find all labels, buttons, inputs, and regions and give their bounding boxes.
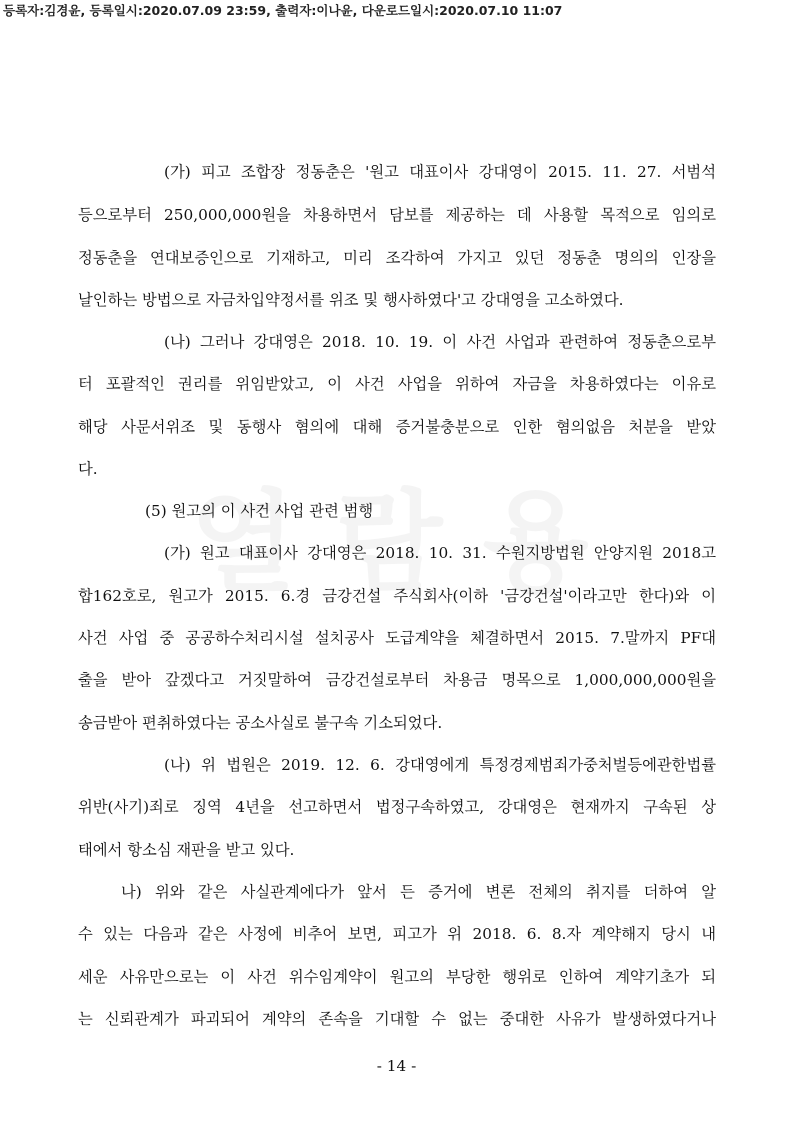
text-line: (가) 피고 조합장 정동춘은 '원고 대표이사 강대영이 2015. 11. 27. 서범석 — [164, 163, 716, 181]
text-line: 날인하는 방법으로 자금차입약정서를 위조 및 행사하였다'고 강대영을 고소하였다. — [78, 291, 624, 309]
text-line: 정동춘을 연대보증인으로 기재하고, 미리 조각하여 가지고 있던 정동춘 명의의 인장을 — [78, 249, 716, 267]
page-number: - 14 - — [376, 1057, 417, 1075]
text-line: 터 포괄적인 권리를 위임받았고, 이 사건 사업을 위하여 자금을 차용하였다는 이유로 — [78, 375, 716, 393]
document-header: 등록자:김경윤, 등록일시:2020.07.09 23:59, 출력자:이나윤, 다운로드일시:2020.07.10 11:07 — [3, 3, 563, 18]
text-line: (가) 원고 대표이사 강대영은 2018. 10. 31. 수원지방법원 안양지원 2018고 — [164, 544, 716, 562]
text-line: 세운 사유만으로는 이 사건 위수임계약이 원고의 부당한 행위로 인하여 계약기초가 되 — [78, 968, 716, 986]
section-heading: (5) 원고의 이 사건 사업 관련 범행 — [145, 502, 374, 520]
text-line: 해당 사문서위조 및 동행사 혐의에 대해 증거불충분으로 인한 혐의없음 처분을 받았 — [78, 418, 716, 436]
text-line: 등으로부터 250,000,000원을 차용하면서 담보를 제공하는 데 사용할 목적으로 임의로 — [78, 206, 716, 224]
text-line: 나) 위와 같은 사실관계에다가 앞서 든 증거에 변론 전체의 취지를 더하여 알 — [121, 883, 716, 901]
text-line: (나) 위 법원은 2019. 12. 6. 강대영에게 특정경제범죄가중처벌등에관한법률 — [164, 756, 716, 774]
text-line: 태에서 항소심 재판을 받고 있다. — [78, 841, 295, 859]
text-line: 출을 받아 갚겠다고 거짓말하여 금강건설로부터 차용금 명목으로 1,000,000,000원을 — [78, 671, 716, 689]
text-line: 합162호로, 원고가 2015. 6.경 금강건설 주식회사(이하 '금강건설'이라고만 한다)와 이 — [78, 587, 716, 605]
text-line: 수 있는 다음과 같은 사정에 비추어 보면, 피고가 위 2018. 6. 8.자 계약해지 당시 내 — [78, 925, 716, 943]
text-line: 송금받아 편취하였다는 공소사실로 불구속 기소되었다. — [78, 714, 443, 732]
text-line: (나) 그러나 강대영은 2018. 10. 19. 이 사건 사업과 관련하여 정동춘으로부 — [164, 333, 716, 351]
text-line: 사건 사업 중 공공하수처리시설 설치공사 도급계약을 체결하면서 2015. 7.말까지 PF대 — [78, 629, 716, 647]
text-line: 다. — [78, 460, 98, 478]
text-line: 위반(사기)죄로 징역 4년을 선고하면서 법정구속하였고, 강대영은 현재까지 구속된 상 — [78, 798, 716, 816]
text-line: 는 신뢰관계가 파괴되어 계약의 존속을 기대할 수 없는 중대한 사유가 발생하였다거나 — [78, 1010, 716, 1028]
